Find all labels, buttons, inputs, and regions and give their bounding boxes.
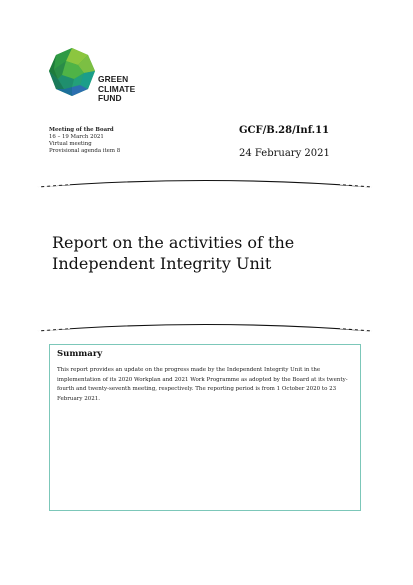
document-reference: GCF/B.28/Inf.11 [239,125,330,136]
document-date: 24 February 2021 [239,148,330,159]
divider-curve-top [36,176,374,190]
logo-wordmark [98,75,135,104]
logo-line-2: CLIMATE [98,83,136,94]
logo-line-3: FUND [98,93,122,104]
report-title [52,232,372,274]
summary-heading: Summary [57,349,103,359]
meeting-location: Virtual meeting [49,141,92,147]
report-title-line-2: Independent Integrity Unit [52,254,272,273]
meeting-title: Meeting of the Board [49,127,114,133]
globe-logo-icon [48,47,96,97]
meeting-info [49,127,120,155]
meeting-agenda: Provisional agenda item 8 [49,148,121,154]
gcf-logo [48,47,148,105]
report-title-line-1: Report on the activities of the [52,233,295,252]
logo-line-1: GREEN [98,74,129,84]
meeting-dates: 16 – 19 March 2021 [49,134,104,140]
divider-curve-bottom [36,320,374,334]
summary-text: This report provides an update on the progress made by the Independent Integrity Unit in the implementation of its 2020 Workplan and 2021 Work Programme as adopted by the Board at its twenty-fourth and twenty-seventh meeting, respectively. The reporting period is from 1 October 2020 to 23 February 2021. [57,367,348,402]
summary-box [49,344,361,511]
